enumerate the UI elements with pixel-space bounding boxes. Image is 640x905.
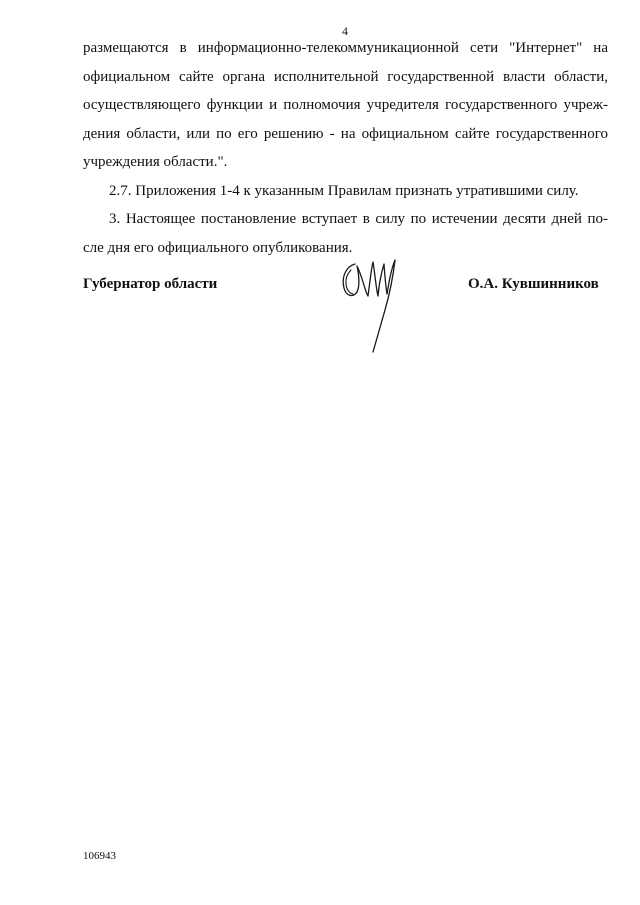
text-line: размещаются в информационно-телекоммуникационной сети "Интернет" на [83,40,608,56]
paragraph-2-7 [83,177,608,206]
text-line: 2.7. Приложения 1-4 к указанным Правилам признать утратившими силу. [109,182,579,199]
text-line: учреждения области.". [83,154,228,170]
signatory-title: Губернатор области [83,276,218,292]
page-number: 4 [342,24,348,38]
body-text [83,34,608,262]
document-code: 106943 [83,850,116,862]
signatory-name: О.А. Кувшинников [468,276,599,292]
text-line: сле дня его официального опубликования. [83,239,353,256]
text-line: осуществляющего функции и полномочия учредителя государственного учреж- [83,97,608,113]
paragraph-continuation [83,34,608,177]
handwritten-signature-icon [335,252,405,356]
text-line: 3. Настоящее постановление вступает в силу по истечении десяти дней по- [109,211,608,227]
text-line: официальном сайте органа исполнительной государственной власти области, [83,68,608,85]
text-line: дения области, или по его решению - на официальном сайте государственного [83,125,608,142]
